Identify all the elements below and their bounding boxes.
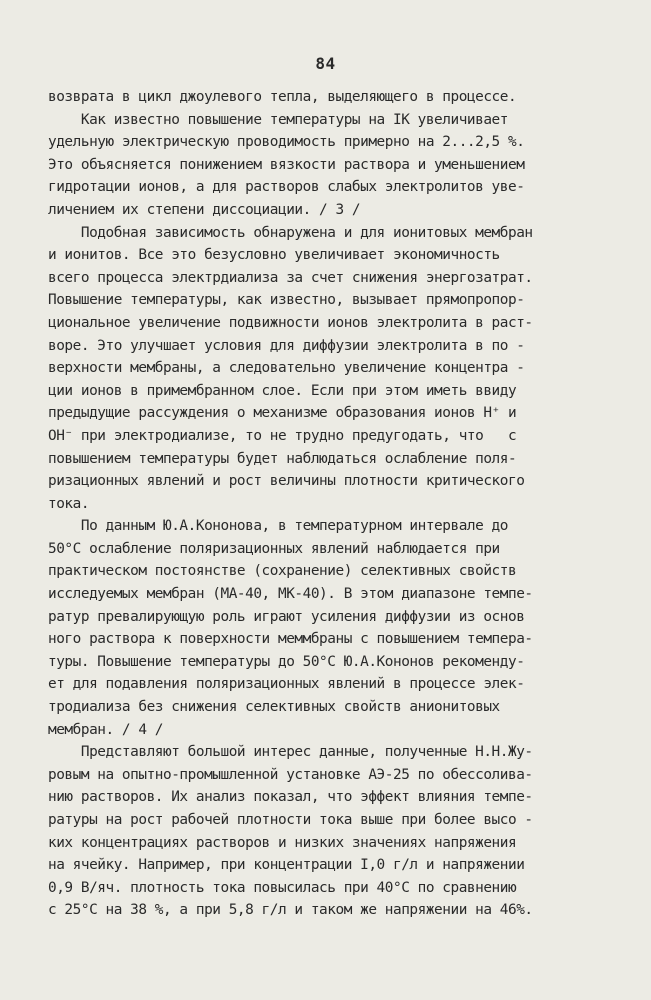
text-line: ции ионов в примембранном слое. Если при этом иметь ввиду [48, 382, 517, 399]
text-line: мембран. / 4 / [48, 721, 163, 738]
text-line: исследуемых мембран (МА-40, МК-40). В этом диапазоне темпе- [48, 586, 533, 603]
text-line: личением их степени диссоциации. / 3 / [48, 201, 361, 218]
text-line: тока. [48, 495, 90, 512]
text-line: ратуры на рост рабочей плотности тока выше при более высо - [48, 812, 533, 828]
text-line: Как известно повышение температуры на IK увеличивает [48, 111, 508, 128]
text-line: практическом постоянстве (сохранение) селективных свойств [48, 563, 517, 580]
text-line: и ионитов. Все это безусловно увеличивает экономичность [48, 247, 500, 264]
text-line: Представляют большой интерес данные, полученные Н.Н.Жу- [48, 744, 533, 761]
text-line: ратур превалирующую роль играют усиления диффузии из основ [48, 608, 525, 625]
text-line: повышением температуры будет наблюдаться ослабление поля- [48, 450, 517, 467]
text-line: нию растворов. Их анализ показал, что эффект влияния темпе- [48, 789, 533, 806]
body-text [48, 86, 608, 922]
text-line: воре. Это улучшает условия для диффузии электролита в по - [48, 337, 525, 354]
text-line: ровым на опытно-промышленной установке АЭ-25 по обессоливa- [48, 766, 533, 783]
text-line: с 25°C на 38 %, а при 5,8 г/л и таком же напряжении на 46%. [48, 902, 533, 919]
text-line: 0,9 В/яч. плотность тока повысилась при 40°C по сравнению [48, 879, 517, 896]
text-line: тродиализа без снижения селективных свойств анионитовых [48, 699, 500, 716]
text-line: возврата в цикл джоулевого тепла, выделяющего в процессе. [48, 89, 517, 105]
text-line: 50°C ослабление поляризационных явлений наблюдается при [48, 540, 500, 557]
text-line: OH⁻ при электродиализе, то не трудно предугодать, что с [48, 427, 517, 444]
text-line: По данным Ю.А.Кононова, в температурном интервале до [48, 518, 508, 535]
text-line: всего процесса электрдиализа за счет снижения энергозатрат. [48, 269, 533, 286]
page-number: 84 [315, 54, 336, 73]
text-line: удельную электрическую проводимость примерно на 2...2,5 %. [48, 134, 525, 151]
text-line: Повышение температуры, как известно, вызывает прямопропор- [48, 292, 525, 309]
text-line: Это объясняется понижением вязкости раствора и уменьшением [48, 156, 525, 173]
text-line: гидротации ионов, а для растворов слабых электролитов уве- [48, 179, 525, 196]
text-line: верхности мембраны, а следовательно увеличение концентра - [48, 360, 525, 377]
text-line: ного раствора к поверхности меммбраны с повышением темпера- [48, 631, 533, 648]
text-line: циональное увеличение подвижности ионов электролита в раст- [48, 314, 533, 331]
text-line: ких концентрациях растворов и низких значениях напряжения [48, 834, 517, 851]
text-line: ет для подавления поляризационных явлений в процессе элек- [48, 676, 525, 693]
text-line: ризационных явлений и рост величины плотности критического [48, 473, 525, 490]
text-line: туры. Повышение температуры до 50°C Ю.А.Кононов рекоменду- [48, 653, 525, 670]
text-line: Подобная зависимость обнаружена и для ионитовых мембран [48, 224, 533, 241]
text-line: на ячейку. Например, при концентрации I,0 г/л и напряжении [48, 857, 525, 874]
text-line: предыдущие рассуждения о механизме образования ионов H⁺ и [48, 405, 517, 422]
